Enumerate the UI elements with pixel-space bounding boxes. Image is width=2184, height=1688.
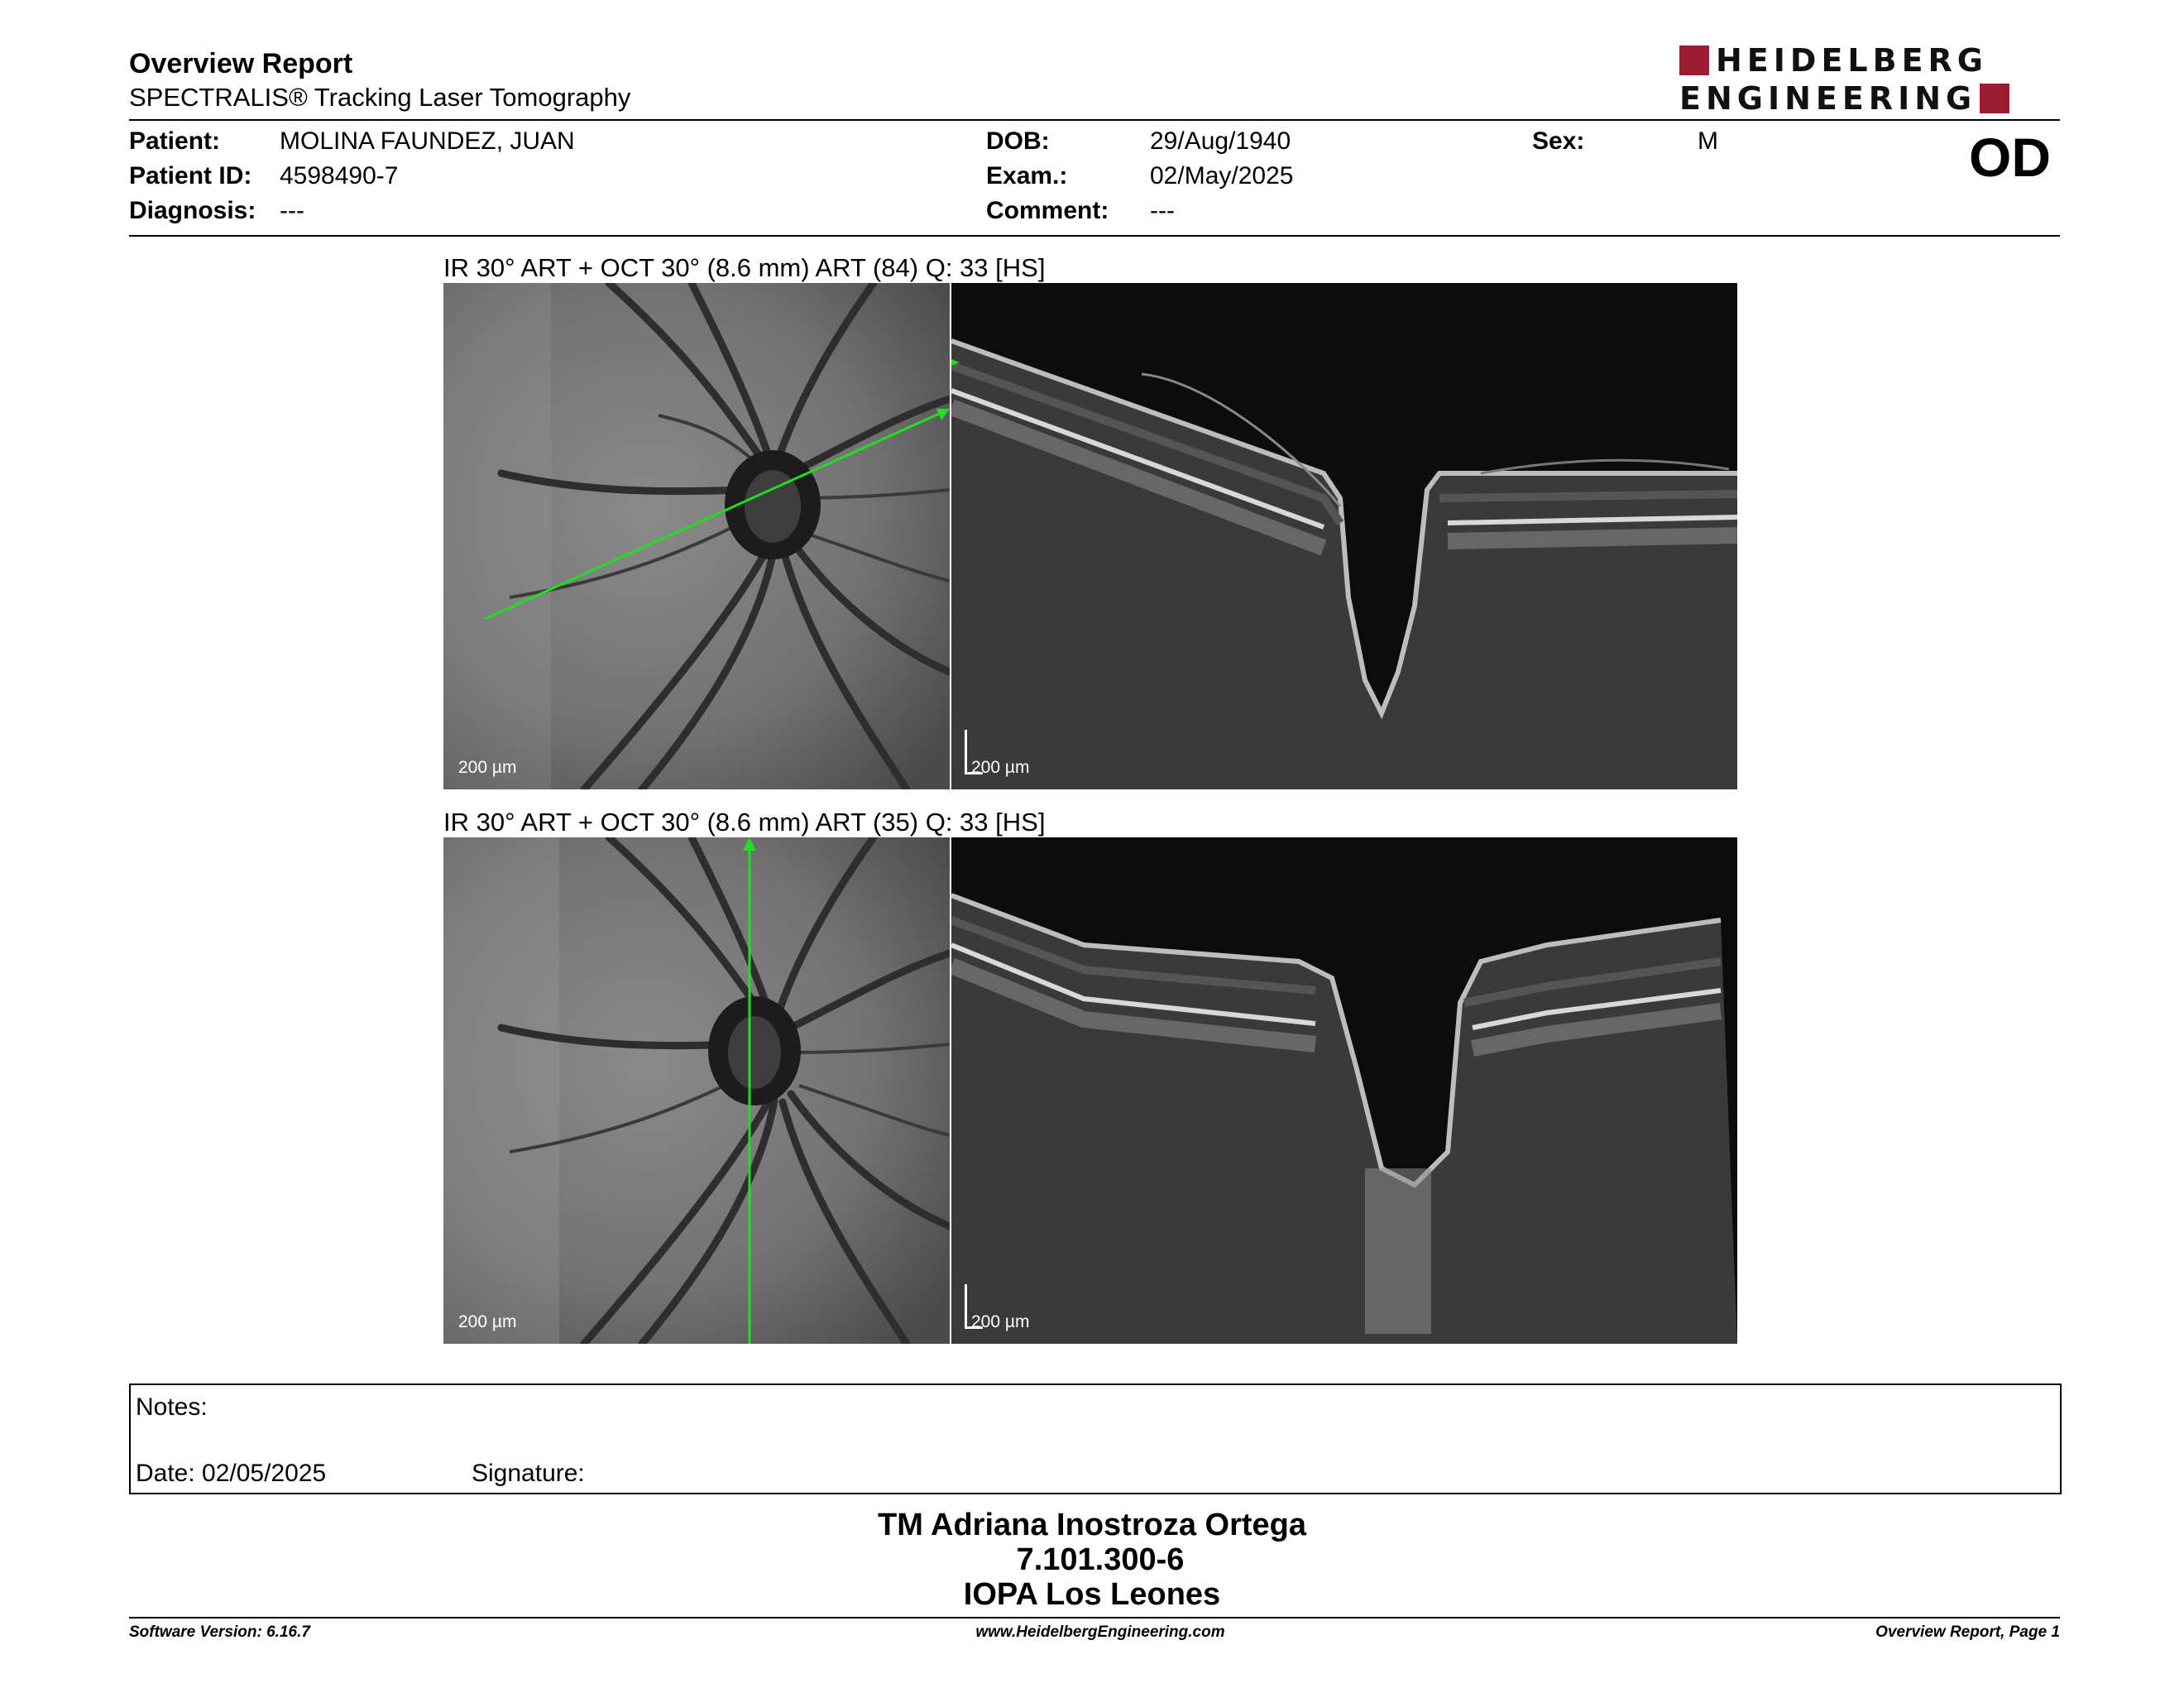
comment-value: --- xyxy=(1150,197,1175,224)
scan-caption: IR 30° ART + OCT 30° (8.6 mm) ART (84) Q: 33 [HS] xyxy=(443,253,1046,282)
fundus-image[interactable] xyxy=(443,283,950,789)
diagnosis-value: --- xyxy=(280,197,304,224)
signature-label: Signature: xyxy=(472,1460,585,1487)
logo-line1: HEIDELBERG xyxy=(1716,42,1988,79)
header-divider xyxy=(129,119,2060,121)
oct-bscan-image[interactable] xyxy=(951,283,1737,789)
patient-name: MOLINA FAUNDEZ, JUAN xyxy=(280,127,575,155)
report-subtitle: SPECTRALIS® Tracking Laser Tomography xyxy=(129,83,631,112)
logo-square-icon xyxy=(1679,46,1709,75)
notes-label: Notes: xyxy=(136,1393,208,1421)
patient-label: Patient: xyxy=(129,127,221,155)
date-label: Date: 02/05/2025 xyxy=(136,1460,327,1487)
scale-bar-label: 200 µm xyxy=(971,758,1030,777)
signer-id: 7.101.300-6 xyxy=(1016,1542,1185,1577)
report-title: Overview Report xyxy=(129,48,353,79)
scale-bar-label: 200 µm xyxy=(971,1312,1030,1331)
signer-organization: IOPA Los Leones xyxy=(963,1577,1221,1612)
logo-square-icon xyxy=(1980,84,2009,113)
page-indicator: Overview Report, Page 1 xyxy=(1875,1623,2060,1641)
heidelberg-logo xyxy=(1679,42,2060,117)
exam-value: 02/May/2025 xyxy=(1150,162,1294,189)
oct-bscan-image[interactable] xyxy=(951,837,1737,1344)
scale-bar-vertical xyxy=(965,1284,967,1329)
software-version: Software Version: 6.16.7 xyxy=(129,1623,310,1641)
footer-divider xyxy=(129,1617,2060,1618)
diagnosis-label: Diagnosis: xyxy=(129,197,256,224)
scale-bar-vertical xyxy=(965,730,967,774)
scale-bar-label: 200 µm xyxy=(458,758,517,777)
comment-label: Comment: xyxy=(986,197,1109,224)
patient-id-label: Patient ID: xyxy=(129,162,252,189)
logo-line2: ENGINEERING xyxy=(1679,80,1977,117)
exam-label: Exam.: xyxy=(986,162,1068,189)
sex-label: Sex: xyxy=(1532,127,1585,155)
scan-caption: IR 30° ART + OCT 30° (8.6 mm) ART (35) Q: 33 [HS] xyxy=(443,808,1046,837)
fundus-image[interactable] xyxy=(443,837,950,1344)
eye-indicator: OD xyxy=(1969,127,2051,188)
patient-id: 4598490-7 xyxy=(280,162,399,189)
dob-label: DOB: xyxy=(986,127,1050,155)
signer-name: TM Adriana Inostroza Ortega xyxy=(878,1508,1306,1542)
sex-value: M xyxy=(1698,127,1718,155)
dob-value: 29/Aug/1940 xyxy=(1150,127,1291,155)
notes-box[interactable] xyxy=(129,1383,2062,1494)
website-link[interactable]: www.HeidelbergEngineering.com xyxy=(975,1623,1225,1641)
scale-bar-label: 200 µm xyxy=(458,1312,517,1331)
patient-divider xyxy=(129,235,2060,237)
